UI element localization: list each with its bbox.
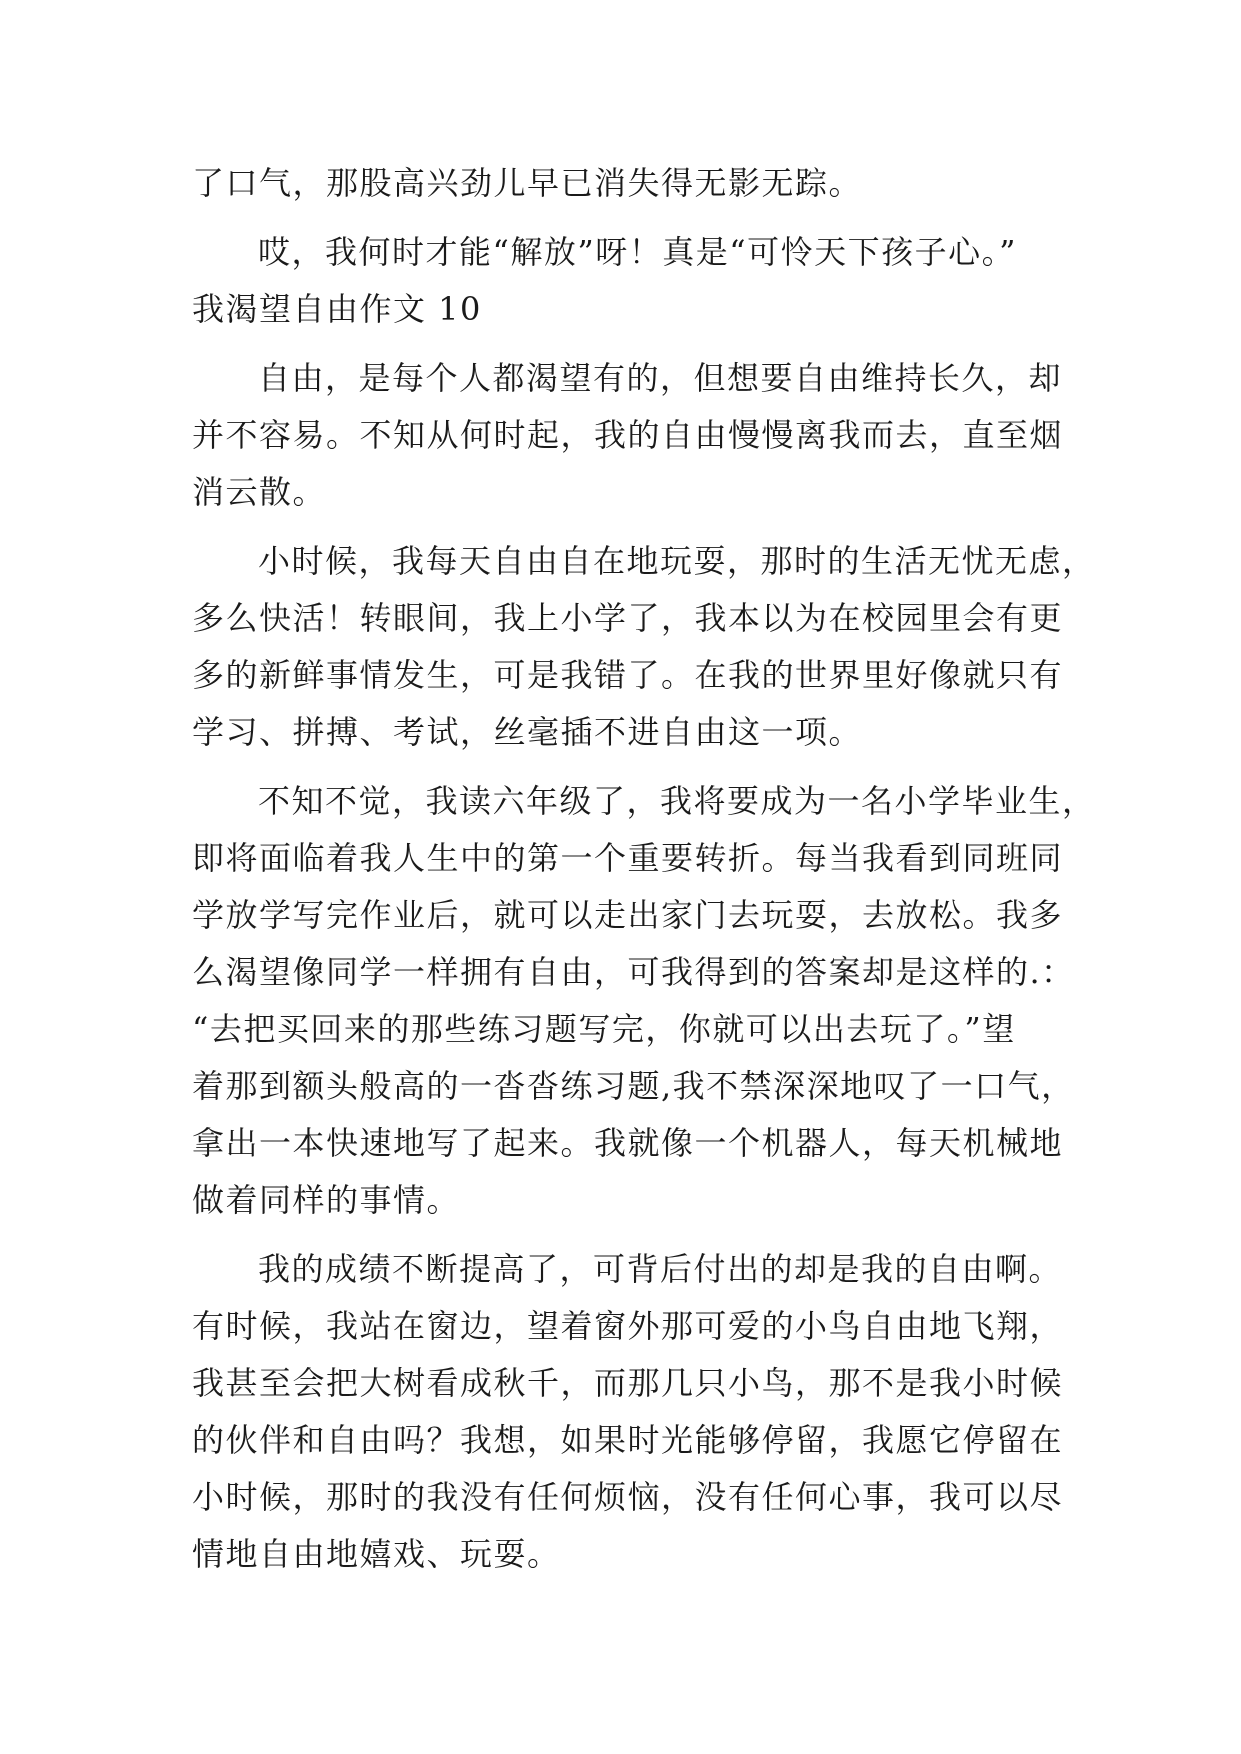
paragraph-line: 小时候，我每天自由自在地玩耍，那时的生活无忧无虑，	[258, 542, 1096, 580]
paragraph-line: 拿出一本快速地写了起来。我就像一个机器人，每天机械地	[192, 1124, 1064, 1162]
paragraph-line: 消云散。	[192, 473, 327, 511]
paragraph-line: 并不容易。不知从何时起，我的自由慢慢离我而去，直至烟	[192, 416, 1064, 454]
paragraph-line: 我的成绩不断提高了，可背后付出的却是我的自由啊。	[258, 1250, 1063, 1288]
paragraph-line: 做着同样的事情。	[192, 1181, 461, 1219]
paragraph-line: 么渴望像同学一样拥有自由，可我得到的答案却是这样的.：	[192, 953, 1075, 991]
paragraph-line: 学习、拼搏、考试，丝毫插不进自由这一项。	[192, 713, 863, 751]
paragraph-line: 多么快活！转眼间，我上小学了，我本以为在校园里会有更	[192, 599, 1064, 637]
paragraph-line: 小时候，那时的我没有任何烦恼，没有任何心事，我可以尽	[192, 1478, 1064, 1516]
paragraph-line: 自由，是每个人都渴望有的，但想要自由维持长久，却	[258, 359, 1063, 397]
paragraph-line: 的伙伴和自由吗？我想，如果时光能够停留，我愿它停留在	[192, 1421, 1064, 1459]
document-body	[192, 155, 1096, 1583]
paragraph-line: 情地自由地嬉戏、玩耍。	[192, 1535, 561, 1573]
paragraph-line: 我甚至会把大树看成秋千，而那几只小鸟，那不是我小时候	[192, 1364, 1064, 1402]
paragraph-line: 哎，我何时才能“解放”呀！真是“可怜天下孩子心。”	[258, 233, 1017, 271]
paragraph-line: 学放学写完作业后，就可以走出家门去玩耍，去放松。我多	[192, 896, 1064, 934]
essay-title: 我渴望自由作文 10	[192, 290, 482, 328]
paragraph-line: 着那到额头般高的一沓沓练习题,我不禁深深地叹了一口气，	[192, 1067, 1075, 1105]
paragraph-line: 即将面临着我人生中的第一个重要转折。每当我看到同班同	[192, 839, 1064, 877]
paragraph-line: 了口气，那股高兴劲儿早已消失得无影无踪。	[192, 164, 863, 202]
paragraph-line: 多的新鲜事情发生，可是我错了。在我的世界里好像就只有	[192, 656, 1064, 694]
paragraph-line: “去把买回来的那些练习题写完，你就可以出去玩了。”望	[192, 1010, 1016, 1048]
paragraph-line: 有时候，我站在窗边，望着窗外那可爱的小鸟自由地飞翔，	[192, 1307, 1064, 1345]
paragraph-line: 不知不觉，我读六年级了，我将要成为一名小学毕业生，	[258, 782, 1096, 820]
